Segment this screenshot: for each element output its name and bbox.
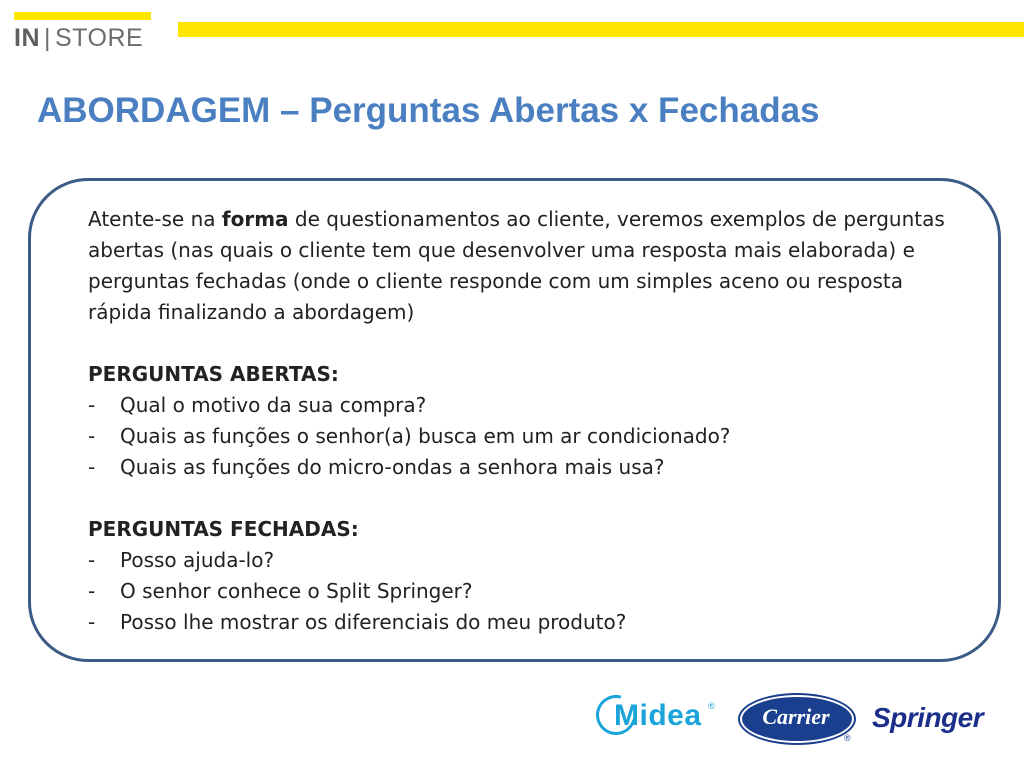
list-dash: - <box>88 424 96 448</box>
open-question-item <box>88 421 968 452</box>
closed-question-item <box>88 607 968 638</box>
intro-bold: forma <box>221 207 289 231</box>
open-question-text: Qual o motivo da sua compra? <box>120 393 427 417</box>
open-question-text: Quais as funções do micro-ondas a senhora mais usa? <box>120 455 665 479</box>
intro-paragraph <box>88 204 968 328</box>
midea-wordmark: Midea <box>614 699 702 732</box>
open-question-item <box>88 452 968 483</box>
open-question-item <box>88 390 968 421</box>
list-dash: - <box>88 548 96 572</box>
list-dash: - <box>88 610 96 634</box>
brand-in: IN <box>14 24 40 52</box>
closed-question-item <box>88 576 968 607</box>
list-dash: - <box>88 393 96 417</box>
closed-question-item <box>88 545 968 576</box>
spacer <box>88 483 968 514</box>
in-store-logo <box>14 24 143 53</box>
closed-questions-heading: PERGUNTAS FECHADAS: <box>88 517 359 541</box>
brand-accent-bar <box>14 12 151 20</box>
brand-store: STORE <box>55 24 144 52</box>
list-dash: - <box>88 579 96 603</box>
spacer <box>88 328 968 359</box>
header-accent-bar <box>178 22 1024 37</box>
springer-logo: Springer <box>872 702 984 733</box>
list-dash: - <box>88 455 96 479</box>
midea-logo <box>596 693 716 741</box>
intro-prefix: Atente-se na <box>88 207 222 231</box>
page-title: ABORDAGEM – Perguntas Abertas x Fechadas <box>37 91 820 130</box>
closed-question-text: O senhor conhece o Split Springer? <box>120 579 473 603</box>
closed-question-text: Posso ajuda-lo? <box>120 548 275 572</box>
closed-question-text: Posso lhe mostrar os diferenciais do meu produto? <box>120 610 627 634</box>
open-question-text: Quais as funções o senhor(a) busca em um ar condicionado? <box>120 424 731 448</box>
registered-mark: ® <box>844 733 851 743</box>
intro-suffix: de questionamentos ao cliente, veremos exemplos de perguntas abertas (nas quais o cliente tem que desenvolver uma resposta mais elaborada) e perguntas fechadas (onde o cliente responde com um simples aceno ou resposta rápida finalizando a abordagem) <box>88 207 945 324</box>
brand-separator: | <box>44 24 51 52</box>
registered-mark: ® <box>708 701 715 711</box>
slide-content <box>88 204 968 638</box>
carrier-wordmark: Carrier <box>762 704 830 729</box>
open-questions-heading: PERGUNTAS ABERTAS: <box>88 362 339 386</box>
carrier-logo <box>740 695 852 743</box>
